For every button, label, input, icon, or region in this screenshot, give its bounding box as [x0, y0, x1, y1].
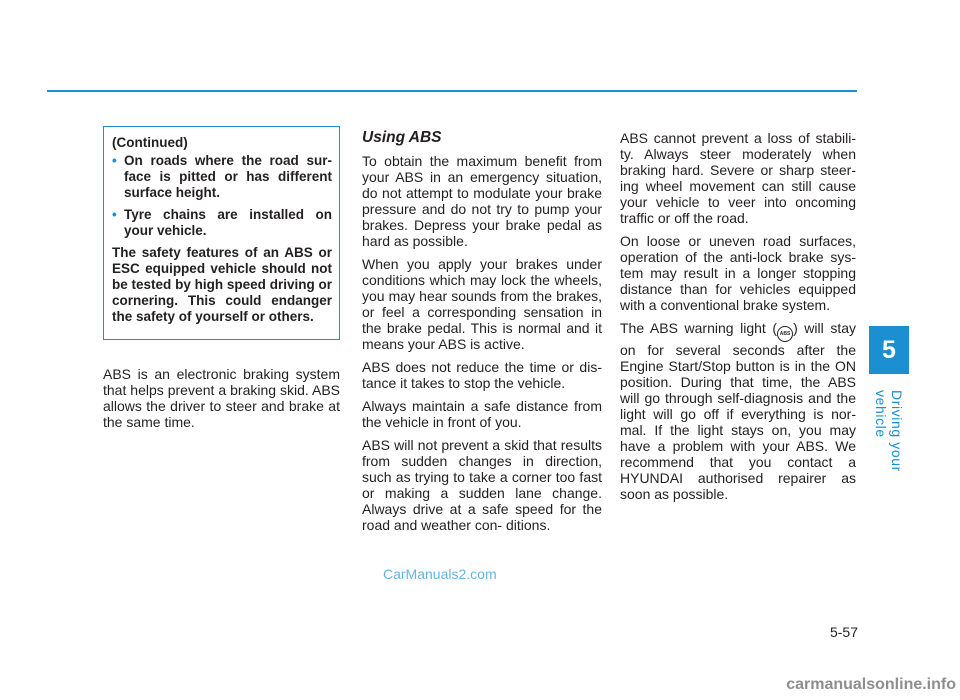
paragraph: Always maintain a safe distance from the vehicle in front of you.	[362, 398, 602, 430]
chapter-tab[interactable]	[869, 326, 909, 374]
paragraph: ABS will not prevent a skid that results from sudden changes in direction, such as trying to take a corner too fast or making a sudden lane change. Always drive at a safe speed for the road and weather con- ditions.	[362, 437, 602, 533]
column-left	[103, 366, 340, 437]
bullet-icon: •	[112, 207, 117, 222]
column-right	[620, 130, 856, 509]
source-watermark: carmanualsonline.info	[786, 676, 956, 693]
column-middle	[362, 130, 602, 540]
caution-note: The safety features of an ABS or ESC equipped vehicle should not be tested by high speed driving or cornering. This could endanger the safety of yourself or others.	[112, 245, 332, 324]
abs-intro-paragraph: ABS is an electronic braking system that helps prevent a braking skid. ABS allows the driver to steer and brake at the same time.	[103, 366, 340, 430]
caution-heading: (Continued)	[112, 135, 188, 150]
paragraph: ABS cannot prevent a loss of stabili- ty. Always steer moderately when braking hard. Severe or sharp steer- ing wheel movement can still cause your vehicle to veer into oncoming traffic or off the road.	[620, 130, 856, 226]
abs-warning-light-icon: ABS	[777, 326, 793, 342]
top-rule	[47, 90, 857, 92]
caution-bullet: • Tyre chains are installed on your vehicle.	[112, 207, 332, 238]
caution-box	[103, 126, 340, 340]
caution-bullet: • On roads where the road sur- face is pitted or has different surface height.	[112, 153, 332, 200]
chapter-number: 5	[882, 335, 896, 364]
caution-list	[112, 153, 332, 239]
page-number: 5-57	[829, 624, 858, 640]
section-heading: Using ABS	[362, 129, 442, 146]
paragraph: When you apply your brakes under conditions which may lock the wheels, you may hear sounds from the brakes, or feel a corresponding sensation in the brake pedal. This is normal and it means your ABS is active.	[362, 256, 602, 352]
bullet-icon: •	[112, 153, 117, 168]
chapter-title: Driving your vehicle	[873, 390, 905, 472]
paragraph: On loose or uneven road surfaces, operation of the anti-lock brake sys- tem may result in a longer stopping distance than for vehicles equipped with a conventional brake system.	[620, 233, 856, 313]
abs-warning-paragraph: The ABS warning light ( ABS ) will stay on for several seconds after the Engine Start/Stop button is in the ON position. During that time, the ABS will go through self-diagnosis and the light will go off if everything is nor- mal. If the light stays on, you may have a problem with your ABS. We recommend that you contact a HYUNDAI authorised repairer as soon as possible.	[620, 320, 857, 502]
paragraph: To obtain the maximum benefit from your ABS in an emergency situation, do not attempt to modulate your brake pressure and do not try to pump your brakes. Depress your brake pedal as hard as possible.	[362, 153, 602, 249]
paragraph: ABS does not reduce the time or dis- tance it takes to stop the vehicle.	[362, 359, 602, 391]
watermark-link[interactable]: CarManuals2.com	[383, 566, 497, 582]
